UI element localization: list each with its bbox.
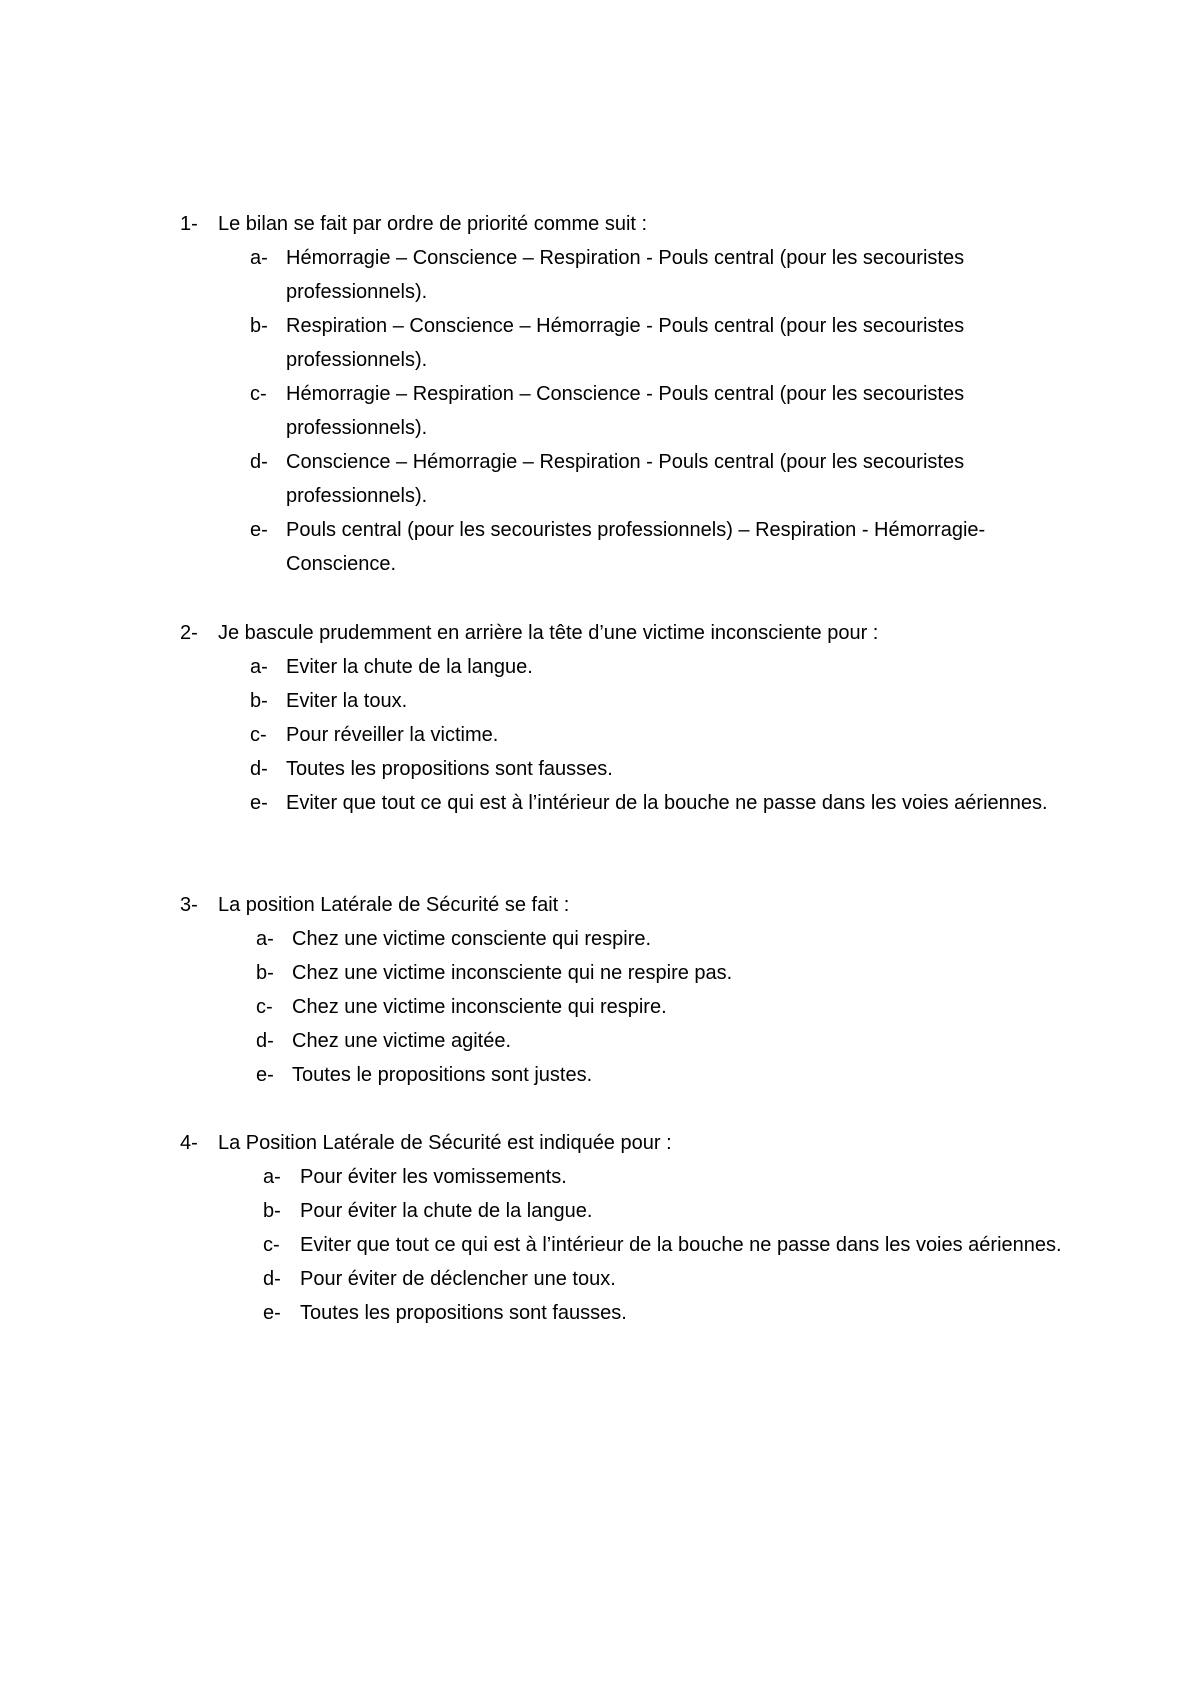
option-text: Pouls central (pour les secouristes professionnels) – Respiration - Hémorragie- Conscience. <box>286 519 986 575</box>
option-text: Eviter la toux. <box>286 690 408 712</box>
option-a <box>180 1160 1080 1194</box>
option-text: Chez une victime agitée. <box>292 1030 512 1052</box>
option-text: Hémorragie – Conscience – Respiration - Pouls central (pour les secouristes professionnels). <box>286 247 965 303</box>
option-text: Chez une victime inconsciente qui respire. <box>292 996 667 1018</box>
option-letter: c- <box>263 1234 280 1256</box>
question-text: Le bilan se fait par ordre de priorité comme suit : <box>218 213 648 235</box>
option-letter: e- <box>250 519 268 541</box>
option-letter: a- <box>256 928 274 950</box>
option-d <box>180 752 1080 786</box>
option-text: Chez une victime inconsciente qui ne respire pas. <box>292 962 733 984</box>
option-letter: c- <box>250 383 267 405</box>
question-text: La position Latérale de Sécurité se fait : <box>218 894 570 916</box>
option-letter: b- <box>250 315 268 337</box>
option-letter: c- <box>256 996 273 1018</box>
option-a <box>180 241 1080 309</box>
question-text: Je bascule prudemment en arrière la tête d’une victime inconsciente pour : <box>218 622 879 644</box>
option-letter: b- <box>250 690 268 712</box>
question-header <box>180 616 1080 650</box>
option-text: Eviter que tout ce qui est à l’intérieur de la bouche ne passe dans les voies aériennes. <box>300 1234 1062 1256</box>
option-letter: d- <box>263 1268 281 1290</box>
option-text: Pour éviter la chute de la langue. <box>300 1200 593 1222</box>
option-c <box>180 377 1080 445</box>
option-letter: e- <box>263 1302 281 1324</box>
option-e <box>180 1058 1080 1092</box>
option-letter: d- <box>250 758 268 780</box>
option-b <box>180 1194 1080 1228</box>
option-letter: e- <box>256 1064 274 1086</box>
question-number: 4- <box>180 1132 198 1154</box>
option-e <box>180 786 1080 820</box>
question-header <box>180 207 1080 241</box>
option-letter: d- <box>256 1030 274 1052</box>
question-text: La Position Latérale de Sécurité est indiquée pour : <box>218 1132 672 1154</box>
option-text: Toutes le propositions sont justes. <box>292 1064 593 1086</box>
question-number: 1- <box>180 213 198 235</box>
option-letter: d- <box>250 451 268 473</box>
option-d <box>180 1024 1080 1058</box>
option-list <box>180 241 1080 581</box>
option-text: Eviter la chute de la langue. <box>286 656 533 678</box>
option-text: Pour éviter de déclencher une toux. <box>300 1268 616 1290</box>
option-text: Eviter que tout ce qui est à l’intérieur de la bouche ne passe dans les voies aériennes. <box>286 792 1048 814</box>
option-text: Conscience – Hémorragie – Respiration - Pouls central (pour les secouristes professionnels). <box>286 451 965 507</box>
option-letter: b- <box>263 1200 281 1222</box>
question-3 <box>180 888 1080 1092</box>
option-d <box>180 445 1080 513</box>
option-text: Pour éviter les vomissements. <box>300 1166 567 1188</box>
option-list <box>180 650 1080 820</box>
option-b <box>180 309 1080 377</box>
question-header <box>180 888 1080 922</box>
option-b <box>180 684 1080 718</box>
option-b <box>180 956 1080 990</box>
option-e <box>180 513 1080 581</box>
option-c <box>180 990 1080 1024</box>
option-letter: c- <box>250 724 267 746</box>
question-2 <box>180 616 1080 820</box>
option-letter: a- <box>250 656 268 678</box>
question-4 <box>180 1126 1080 1330</box>
option-letter: e- <box>250 792 268 814</box>
option-letter: a- <box>263 1166 281 1188</box>
option-c <box>180 718 1080 752</box>
option-text: Hémorragie – Respiration – Conscience - Pouls central (pour les secouristes professionnels). <box>286 383 965 439</box>
option-c <box>180 1228 1080 1262</box>
question-number: 2- <box>180 622 198 644</box>
option-e <box>180 1296 1080 1330</box>
option-letter: a- <box>250 247 268 269</box>
question-1 <box>180 207 1080 581</box>
option-text: Respiration – Conscience – Hémorragie - Pouls central (pour les secouristes professionnels). <box>286 315 965 371</box>
option-d <box>180 1262 1080 1296</box>
option-list <box>180 922 1080 1092</box>
option-text: Toutes les propositions sont fausses. <box>286 758 613 780</box>
option-text: Chez une victime consciente qui respire. <box>292 928 652 950</box>
option-a <box>180 922 1080 956</box>
option-list <box>180 1160 1080 1330</box>
option-text: Pour réveiller la victime. <box>286 724 499 746</box>
option-a <box>180 650 1080 684</box>
option-letter: b- <box>256 962 274 984</box>
question-header <box>180 1126 1080 1160</box>
question-number: 3- <box>180 894 198 916</box>
option-text: Toutes les propositions sont fausses. <box>300 1302 627 1324</box>
